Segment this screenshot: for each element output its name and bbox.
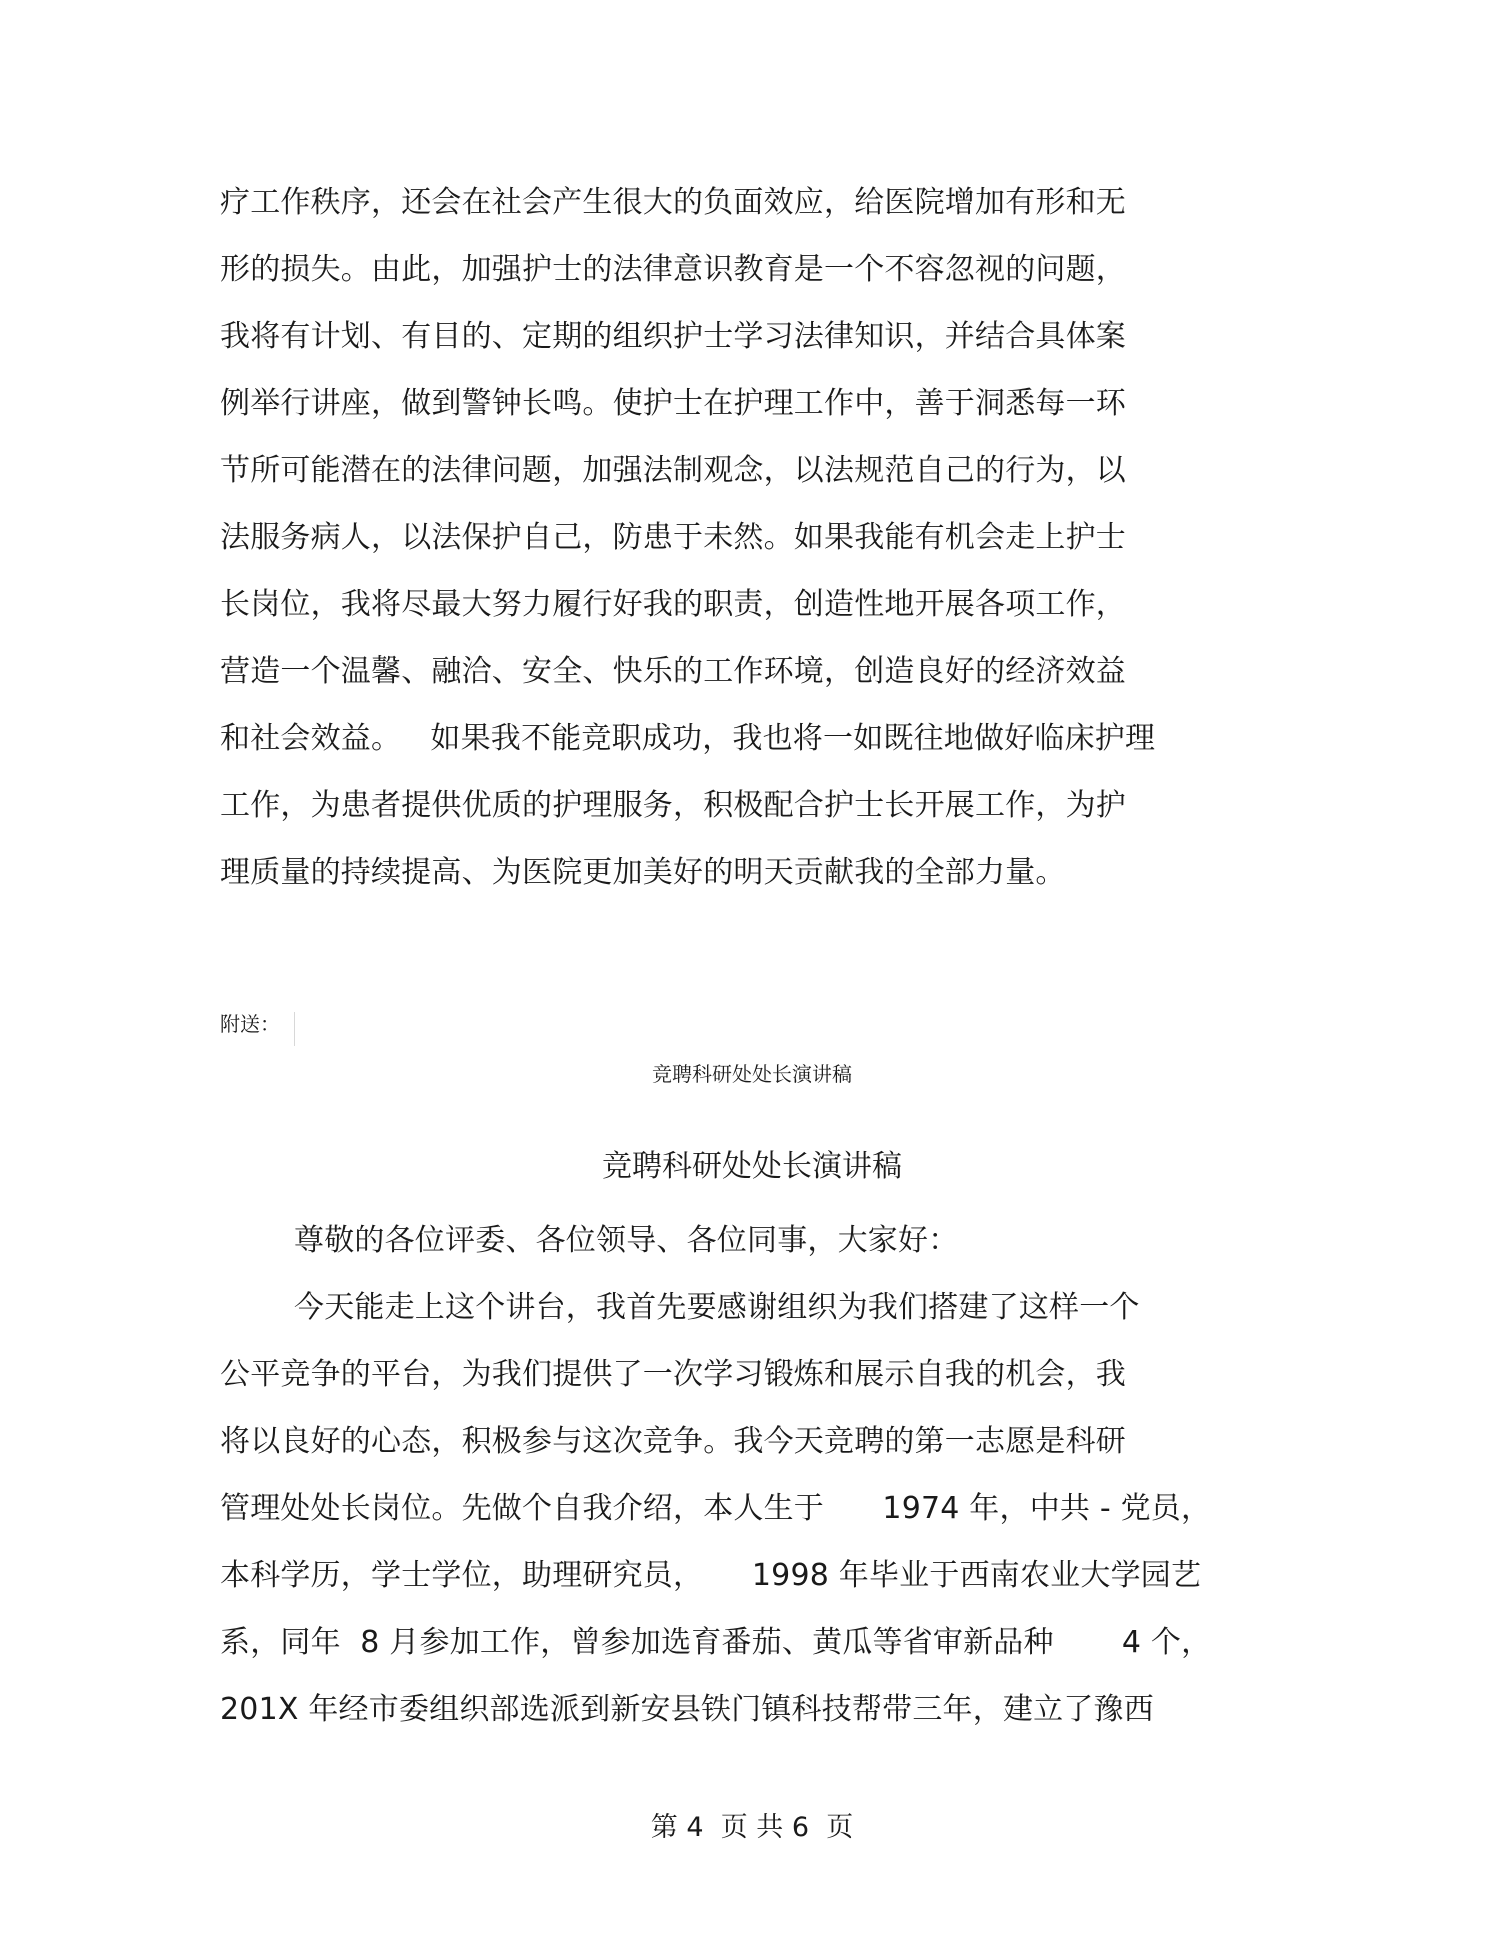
speech-line: 今天能走上这个讲台，我首先要感谢组织为我们搭建了这样一个 (294, 1290, 1140, 1325)
speech-line: 公平竞争的平台，为我们提供了一次学习锻炼和展示自我的机会，我 (220, 1357, 1126, 1392)
body-line: 理质量的持续提高、为医院更加美好的明天贡献我的全部力量。 (220, 855, 1066, 890)
speech-title: 竞聘科研处处长演讲稿 (602, 1149, 902, 1184)
body-line: 工作，为患者提供优质的护理服务，积极配合护士长开展工作，为护 (220, 788, 1126, 823)
divider (294, 1012, 295, 1046)
speech-line: 本科学历，学士学位，助理研究员， 1998 年毕业于西南农业大学园艺 (220, 1558, 1202, 1593)
body-line: 形的损失。由此，加强护士的法律意识教育是一个不容忽视的问题， (220, 252, 1126, 287)
greeting: 尊敬的各位评委、各位领导、各位同事，大家好： (294, 1223, 959, 1258)
speech-line: 将以良好的心态，积极参与这次竞争。我今天竞聘的第一志愿是科研 (220, 1424, 1126, 1459)
body-line: 长岗位，我将尽最大努力履行好我的职责，创造性地开展各项工作， (220, 587, 1126, 622)
body-line: 法服务病人，以法保护自己，防患于未然。如果我能有机会走上护士 (220, 520, 1126, 555)
speech-line: 201X 年经市委组织部选派到新安县铁门镇科技帮带三年，建立了豫西 (220, 1692, 1154, 1727)
speech-line: 系，同年 8 月参加工作，曾参加选育番茄、黄瓜等省审新品种 4 个， (220, 1625, 1212, 1660)
body-line: 例举行讲座，做到警钟长鸣。使护士在护理工作中，善于洞悉每一环 (220, 386, 1126, 421)
appendix-label: 附送： (220, 1012, 280, 1036)
speech-line: 管理处处长岗位。先做个自我介绍，本人生于 1974 年，中共 - 党员， (220, 1491, 1212, 1526)
body-line: 疗工作秩序，还会在社会产生很大的负面效应，给医院增加有形和无 (220, 185, 1126, 220)
body-line: 和社会效益。 如果我不能竞职成功，我也将一如既往地做好临床护理 (220, 721, 1156, 756)
page-number: 第 4 页 共 6 页 (650, 1812, 854, 1843)
body-line: 营造一个温馨、融洽、安全、快乐的工作环境，创造良好的经济效益 (220, 654, 1126, 689)
body-line: 节所可能潜在的法律问题，加强法制观念，以法规范自己的行为，以 (220, 453, 1126, 488)
appendix-subtitle: 竞聘科研处处长演讲稿 (652, 1062, 852, 1086)
body-line: 我将有计划、有目的、定期的组织护士学习法律知识，并结合具体案 (220, 319, 1126, 354)
